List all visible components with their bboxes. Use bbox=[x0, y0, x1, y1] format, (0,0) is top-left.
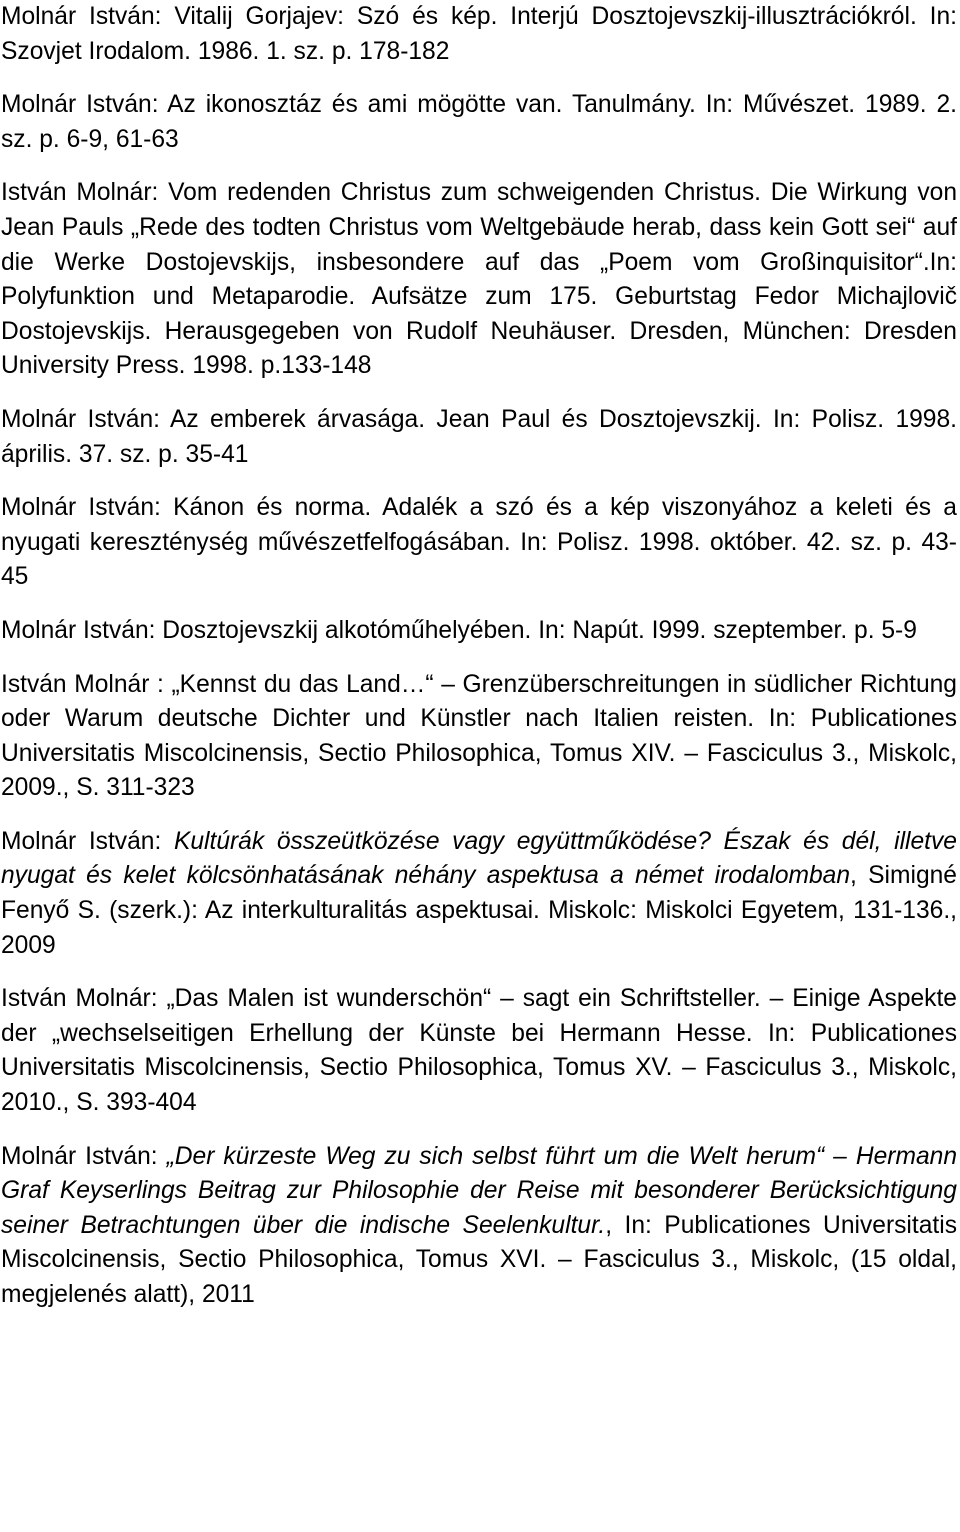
entry-source: , Simigné Fenyő S. (szerk.): Az interkulturalitás aspektusai. Miskolc: Miskolci Egyetem, 131-136., 2009 bbox=[1, 862, 957, 959]
bibliography-entry bbox=[1, 825, 957, 963]
entry-title-italic: „Der kürzeste Weg zu sich selbst führt um die Welt herum“ – Hermann Graf Keyserlings Beitrag zur Philosophie der Reise mit besonderer Berücksichtigung seiner Betrachtungen über die indische Seelenkultur. bbox=[1, 1142, 957, 1239]
entry-text: Molnár István: Dosztojevszkij alkotóműhelyében. In: Napút. I999. szeptember. p. 5-9 bbox=[1, 616, 917, 644]
bibliography-entry bbox=[1, 403, 957, 472]
bibliography-entry bbox=[1, 668, 957, 806]
entry-author: Molnár István: bbox=[1, 1142, 167, 1170]
bibliography-entry bbox=[1, 176, 957, 384]
bibliography-entry bbox=[1, 1140, 957, 1313]
entry-text: Molnár István: Az emberek árvasága. Jean Paul és Dosztojevszkij. In: Polisz. 1998. április. 37. sz. p. 35-41 bbox=[1, 405, 957, 468]
entry-text: István Molnár : „Kennst du das Land…“ – Grenzüberschreitungen in südlicher Richtung oder Warum deutsche Dichter und Künstler nach Italien reisten. In: Publicationes Universitatis Miscolcinensis, Sectio Philosophica, Tomus XIV. – Fasciculus 3., Miskolc, 2009., S. 311-323 bbox=[1, 670, 957, 802]
bibliography-entry bbox=[1, 491, 957, 595]
entry-text: Molnár István: Vitalij Gorjajev: Szó és kép. Interjú Dosztojevszkij-illusztrációkról. In: Szovjet Irodalom. 1986. 1. sz. p. 178-182 bbox=[1, 3, 957, 65]
bibliography-entry bbox=[1, 982, 957, 1120]
entry-text: István Molnár: Vom redenden Christus zum schweigenden Christus. Die Wirkung von Jean Pauls „Rede des todten Christus vom Weltgebäude herab, dass kein Gott sei“ auf die Werke Dostojevskijs, insbesondere auf das „Poem vom Großinquisitor“.In: Polyfunktion und Metaparodie. Aufsätze zum 175. Geburtstag Fedor Michajlovič Dostojevskijs. Herausgegeben von Rudolf Neuhäuser. Dresden, München: Dresden University Press. 1998. p.133-148 bbox=[1, 179, 957, 380]
entry-author: Molnár István: bbox=[1, 827, 174, 855]
entry-text: Molnár István: Az ikonosztáz és ami mögötte van. Tanulmány. In: Művészet. 1989. 2. sz. p. 6-9, 61-63 bbox=[1, 91, 957, 153]
entry-text: Molnár István: Kánon és norma. Adalék a szó és a kép viszonyához a keleti és a nyugati kereszténység művészetfelfogásában. In: Polisz. 1998. október. 42. sz. p. 43-45 bbox=[1, 494, 957, 591]
entry-title-italic: Kultúrák összeütközése vagy együttműködése? Észak és dél, illetve nyugat és kelet kölcsönhatásának néhány aspektusa a német irodalomban bbox=[1, 827, 957, 890]
bibliography-entry bbox=[1, 614, 957, 649]
bibliography-entry bbox=[1, 88, 957, 157]
bibliography-page bbox=[1, 0, 957, 1313]
bibliography-entry bbox=[1, 0, 957, 69]
entry-source: , In: Publicationes Universitatis Miscolcinensis, Sectio Philosophica, Tomus XVI. – Fasciculus 3., Miskolc, (15 oldal, megjelenés alatt), 2011 bbox=[1, 1211, 957, 1308]
entry-text: István Molnár: „Das Malen ist wunderschön“ – sagt ein Schriftsteller. – Einige Aspekte der „wechselseitigen Erhellung der Künste bei Hermann Hesse. In: Publicationes Universitatis Miscolcinensis, Sectio Philosophica, Tomus XV. – Fasciculus 3., Miskolc, 2010., S. 393-404 bbox=[1, 985, 957, 1117]
